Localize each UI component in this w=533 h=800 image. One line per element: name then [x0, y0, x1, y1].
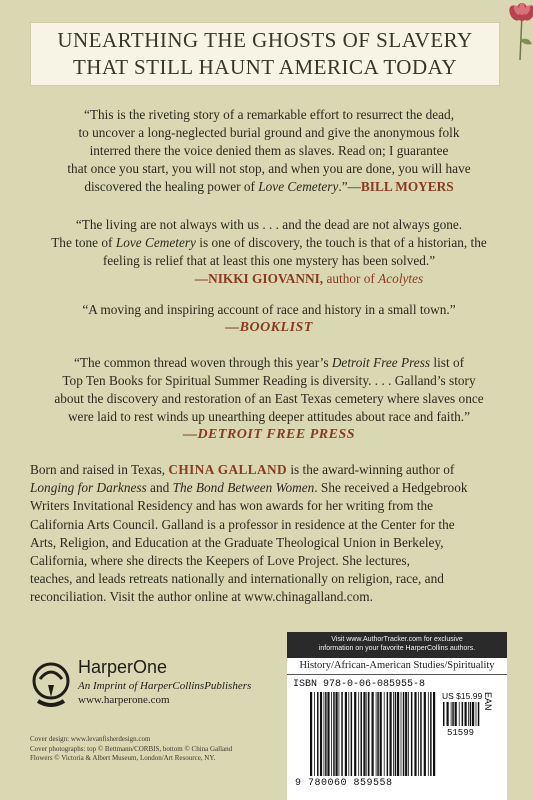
bio-line: Writers Invitational Residency and has won awards for her writing from the	[30, 498, 434, 514]
bio-line	[30, 479, 508, 497]
book-title: Love Cemetery	[258, 179, 339, 194]
attribution-name: —NIKKI GIOVANNI,	[194, 271, 324, 286]
barcode-panel	[287, 632, 507, 800]
barcode-bar	[418, 692, 419, 776]
credit-line: Cover design: www.levanfisherdesign.com	[30, 735, 151, 743]
bio-line: reconciliation. Visit the author online at www.chinagalland.com.	[30, 589, 373, 605]
barcode-bar	[468, 702, 469, 726]
isbn-barcode	[309, 692, 437, 776]
quote-attribution: BILL MOYERS	[360, 179, 454, 194]
barcode-bar	[411, 692, 413, 776]
barcode-bar	[414, 692, 416, 776]
barcode-bar	[452, 702, 454, 726]
publisher-url: www.harperone.com	[78, 694, 170, 706]
barcode-bar	[433, 692, 435, 776]
barcode-bar	[376, 692, 377, 776]
quote-line: that once you start, you will not stop, and when you are done, you will have	[67, 161, 471, 176]
barcode-bar	[430, 692, 432, 776]
quote-line: “The living are not always with us . . . and the dead are not always gone.	[75, 217, 463, 232]
barcode-bar	[325, 692, 327, 776]
barcode-bar	[462, 702, 464, 726]
barcode-bar	[377, 692, 379, 776]
barcode-bar	[348, 692, 349, 776]
quote-line: about the discovery and restoration of an East Texas cemetery where slaves once	[54, 391, 484, 406]
barcode-bar	[324, 692, 325, 776]
barcode-bar	[384, 692, 385, 776]
quote-detroit-free-press	[30, 354, 508, 444]
quote-attribution: —BOOKLIST	[225, 320, 313, 335]
author-bio	[30, 461, 508, 607]
quote-line: interred there the voice denied them as slaves. Read on; I guarantee	[89, 143, 449, 158]
barcode-bar	[447, 702, 449, 726]
barcode-bar	[420, 692, 422, 776]
cover-credits	[30, 735, 300, 764]
barcode-bar	[310, 692, 312, 776]
barcode-bar	[331, 692, 332, 776]
credit-line: Cover photographs: top © Bettmann/CORBIS, bottom © China Galland	[30, 744, 233, 753]
quote-text: is one of discovery, the touch is that of a historian, the	[195, 235, 487, 250]
quote-line: Top Ten Books for Spiritual Summer Reading is diversity. . . . Galland’s story	[62, 373, 476, 388]
barcode-bar	[393, 692, 394, 776]
bio-line: California, where she directs the Keepers of Love Project. She lectures,	[30, 553, 410, 569]
barcode-bar	[465, 702, 467, 726]
bio-line: teaches, and leads retreats nationally and internationally on religion, race, and	[30, 571, 444, 587]
harperone-logo-icon	[30, 657, 72, 711]
headline-box	[30, 22, 500, 86]
barcode-bar	[395, 692, 397, 776]
isbn-label: ISBN 978-0-06-085955-8	[293, 679, 426, 690]
attribution-text: author of	[323, 271, 379, 286]
imprint-text: An Imprint of	[78, 680, 141, 692]
quote-nikki-giovanni	[30, 216, 508, 288]
quote-line: were laid to rest winds up unearthing deeper attitudes about race and faith.”	[67, 409, 471, 424]
barcode-bar	[358, 692, 359, 776]
quote-line	[30, 354, 508, 372]
barcode-bar	[354, 692, 356, 776]
ean-label: EAN	[483, 692, 493, 711]
book-title: The Bond Between Women	[172, 480, 315, 496]
quote-text: “The common thread woven through this year’s	[73, 355, 332, 370]
barcode-bar	[478, 702, 480, 726]
barcode-bar	[428, 692, 429, 776]
authortracker-banner	[287, 632, 507, 658]
price-code: 51599	[447, 728, 475, 738]
barcode-bar	[336, 692, 338, 776]
barcode-bar	[476, 702, 477, 726]
barcode-bar	[333, 692, 335, 776]
barcode-bar	[351, 692, 353, 776]
publication-title: Detroit Free Press	[331, 355, 431, 370]
barcode-bar	[372, 692, 374, 776]
quote-text: .”—	[338, 179, 361, 194]
quote-text: list of	[430, 355, 465, 370]
quote-line: “A moving and inspiring account of race and history in a small town.”	[82, 302, 456, 317]
barcode-bar	[390, 692, 392, 776]
barcode-bar	[403, 692, 405, 776]
bio-text: . She received a Hedgebrook	[314, 480, 468, 496]
tracker-line: Visit www.AuthorTracker.com for exclusive	[331, 636, 463, 643]
subject-category: History/African-American Studies/Spirituality	[287, 658, 507, 675]
barcode-bar	[363, 692, 365, 776]
bio-line: Arts, Religion, and Education at the Graduate Theological Union in Berkeley,	[30, 534, 444, 550]
quote-line	[30, 234, 508, 252]
barcode-bar	[387, 692, 389, 776]
barcode-bar	[424, 692, 426, 776]
quote-attribution: —DETROIT FREE PRESS	[182, 427, 356, 442]
barcode-bar	[345, 692, 347, 776]
bio-line	[30, 461, 508, 479]
quote-bill-moyers	[30, 106, 508, 196]
barcode-bar	[443, 702, 445, 726]
credit-line: Flowers © Victoria & Albert Museum, London/Art Resource, NY.	[30, 754, 216, 762]
book-title: Longing for Darkness	[30, 480, 147, 496]
barcode-bar	[339, 692, 340, 776]
barcode-bar	[327, 692, 329, 776]
quote-text: discovered the healing power of	[84, 179, 259, 194]
bio-line: California Arts Council. Galland is a professor in residence at the Center for the	[30, 516, 455, 532]
quote-line: to uncover a long-neglected burial ground and give the anonymous folk	[78, 125, 460, 140]
bio-text: Born and raised in Texas,	[30, 462, 169, 477]
quote-line: feeling is relief that at least this one mystery has been solved.”	[102, 253, 436, 268]
book-title: Love Cemetery	[115, 235, 196, 250]
publisher-name: HarperOne	[78, 657, 168, 677]
barcode-bar	[472, 702, 474, 726]
headline-line-1: UNEARTHING THE GHOSTS OF SLAVERY	[57, 28, 473, 52]
publisher-imprint	[78, 680, 251, 692]
quote-line	[30, 178, 508, 196]
barcode-bar	[470, 702, 472, 726]
author-name: CHINA GALLAND	[168, 462, 288, 477]
barcode-bar	[397, 692, 399, 776]
barcode-bar	[366, 692, 367, 776]
price-label: US $15.99	[442, 691, 483, 701]
barcode-bar	[341, 692, 343, 776]
barcode-bar	[317, 692, 319, 776]
barcode-bar	[314, 692, 315, 776]
bio-text: is the award-winning author of	[287, 462, 455, 477]
quote-booklist	[30, 301, 508, 337]
bio-text: and	[146, 480, 173, 496]
tracker-line: information on your favorite HarperCollins authors.	[318, 645, 476, 652]
quote-text: The tone of	[51, 235, 116, 250]
barcode-digits: 9 780060 859558	[295, 778, 393, 789]
barcode-bar	[368, 692, 370, 776]
barcode-bar	[380, 692, 382, 776]
barcode-bar	[455, 702, 457, 726]
barcode-bar	[401, 692, 402, 776]
book-title: Acolytes	[378, 271, 424, 286]
barcode-bar	[320, 692, 322, 776]
quote-line: “This is the riveting story of a remarkable effort to resurrect the dead,	[83, 107, 455, 122]
barcode-bar	[405, 692, 407, 776]
quote-attribution	[30, 270, 508, 288]
barcode-bar	[361, 692, 363, 776]
headline-line-2: THAT STILL HAUNT AMERICA TODAY	[72, 55, 458, 79]
barcode-bar	[408, 692, 409, 776]
barcode-bar	[451, 702, 452, 726]
price-barcode	[442, 702, 480, 726]
imprint-publisher: HarperCollinsPublishers	[140, 680, 252, 692]
publisher-block	[30, 655, 270, 715]
barcode-bar	[459, 702, 460, 726]
flower-illustration	[500, 0, 533, 60]
